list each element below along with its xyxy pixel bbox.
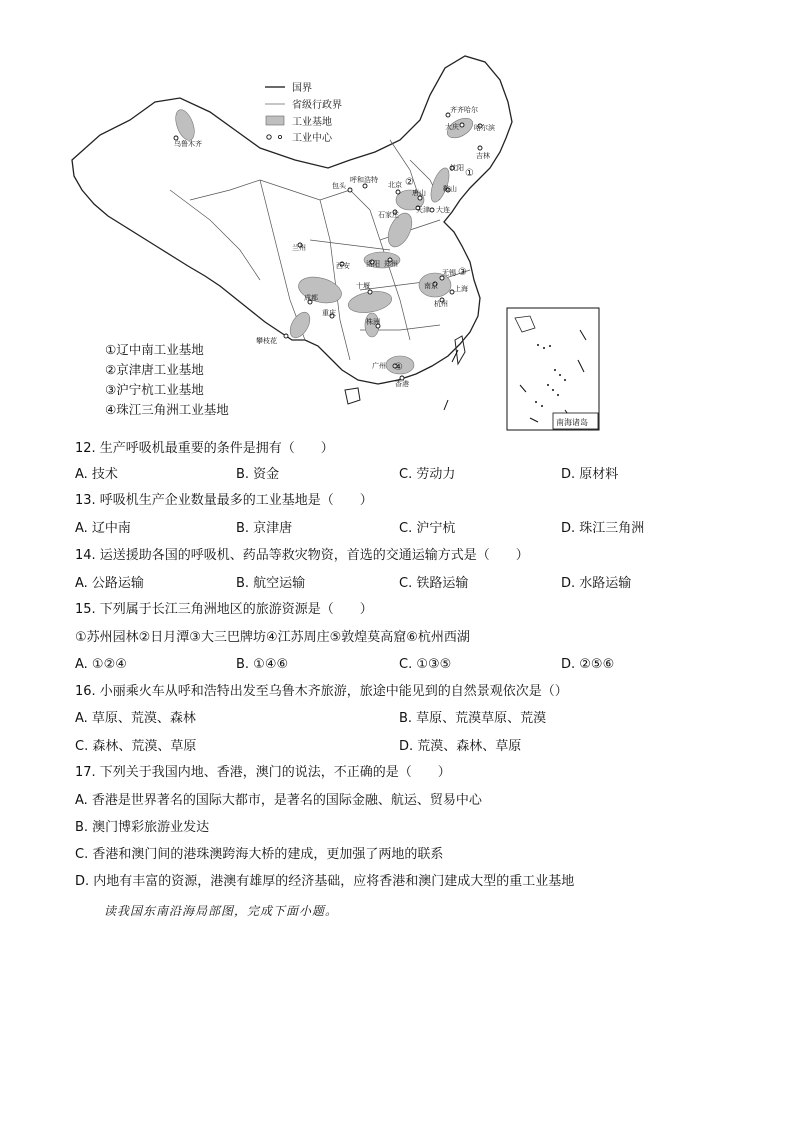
marker-3: ③	[458, 267, 467, 278]
city-label: 齐齐哈尔	[450, 106, 478, 114]
sea-border-dashes	[444, 350, 458, 410]
marker-2: ②	[405, 177, 414, 188]
city-label: 南京	[424, 282, 438, 290]
city-label: 成都	[304, 294, 318, 302]
option[interactable]: B. 资金	[236, 467, 280, 482]
city-label: 无锡	[442, 269, 456, 277]
inset-label: 南海诸岛	[556, 418, 588, 427]
option[interactable]: D. 水路运输	[561, 576, 632, 591]
base-item: ①辽中南工业基地	[105, 342, 204, 357]
question-15-items: ①苏州园林②日月潭③大三巴牌坊④江苏周庄⑤敦煌莫高窟⑥杭州西湖	[75, 630, 470, 645]
city-label: 北京	[388, 181, 402, 189]
option[interactable]: D. 内地有丰富的资源，港澳有雄厚的经济基础，应将香港和澳门建成大型的重工业基地	[75, 874, 575, 889]
option[interactable]: A. 公路运输	[75, 576, 144, 591]
option[interactable]: C. 香港和澳门间的港珠澳跨海大桥的建成，更加强了两地的联系	[75, 847, 444, 862]
city-label: 石家庄	[378, 211, 399, 219]
option[interactable]: B. 京津唐	[236, 521, 293, 536]
map-legend	[265, 82, 342, 144]
option[interactable]: A. 技术	[75, 467, 118, 482]
city-label: 重庆	[322, 309, 336, 317]
city-label: 十堰	[356, 282, 370, 290]
option[interactable]: D. 原材料	[561, 467, 619, 482]
option[interactable]: B. 澳门博彩旅游业发达	[75, 820, 210, 835]
provincial-borders	[170, 140, 470, 360]
city-label: 株洲	[366, 318, 380, 326]
marker-4: ④	[394, 362, 403, 373]
hainan-island	[345, 388, 360, 404]
city-label: 大庆	[445, 123, 459, 131]
option[interactable]: B. 草原、荒漠草原、荒漠	[399, 711, 547, 726]
city-label: 杭州	[434, 300, 448, 308]
city-label: 攀枝花	[256, 337, 277, 345]
industrial-base-list	[105, 340, 229, 420]
city-label: 天津	[416, 206, 430, 214]
city-label: 西安	[336, 262, 350, 270]
city-label: 哈尔滨	[474, 124, 495, 132]
city-label: 上海	[454, 285, 468, 293]
city-label: 乌鲁木齐	[174, 140, 202, 148]
city-label: 香港	[395, 380, 409, 388]
option[interactable]: D. 珠江三角洲	[561, 521, 645, 536]
option[interactable]: C. 铁路运输	[399, 576, 469, 591]
city-label: 大连	[436, 206, 450, 214]
marker-1: ①	[465, 168, 474, 179]
question-14-stem: 14. 运送援助各国的呼吸机、药品等救灾物资，首选的交通运输方式是（ ）	[75, 548, 529, 563]
base-item: ④珠江三角洲工业基地	[105, 402, 229, 417]
option[interactable]: D. 荒漠、森林、草原	[399, 739, 522, 754]
option[interactable]: C. ①③⑤	[399, 657, 452, 672]
question-16-stem: 16. 小丽乘火车从呼和浩特出发至乌鲁木齐旅游，旅途中能见到的自然景观依次是（）	[75, 684, 568, 699]
option[interactable]: C. 森林、荒漠、草原	[75, 739, 197, 754]
city-label: 郑州	[384, 260, 398, 268]
option[interactable]: A. 辽中南	[75, 521, 131, 536]
legend-border: 国界	[292, 83, 312, 94]
next-section-intro: 读我国东南沿海局部图，完成下面小题。	[104, 904, 339, 918]
city-label: 包头	[332, 182, 346, 190]
option[interactable]: A. ①②④	[75, 657, 127, 672]
city-label: 兰州	[292, 244, 306, 252]
south-china-sea-inset	[507, 308, 599, 430]
industrial-bases	[172, 107, 476, 374]
option[interactable]: C. 劳动力	[399, 467, 456, 482]
option[interactable]: D. ②⑤⑥	[561, 657, 615, 672]
option[interactable]: A. 草原、荒漠、森林	[75, 711, 196, 726]
city-label: 唐山	[412, 189, 426, 197]
legend-base: 工业基地	[292, 117, 332, 128]
city-label: 广州	[372, 362, 386, 370]
legend-provincial: 省级行政界	[292, 100, 342, 111]
city-label: 呼和浩特	[350, 176, 378, 184]
question-15-stem: 15. 下列属于长江三角洲地区的旅游资源是（ ）	[75, 602, 373, 617]
question-17-stem: 17. 下列关于我国内地、香港，澳门的说法，不正确的是（ ）	[75, 765, 451, 780]
city-label: 沈阳	[450, 164, 464, 172]
option[interactable]: C. 沪宁杭	[399, 521, 456, 536]
city-label: 洛阳	[366, 260, 380, 268]
city-label: 吉林	[476, 152, 490, 160]
base-item: ③沪宁杭工业基地	[105, 382, 204, 397]
question-13-stem: 13. 呼吸机生产企业数量最多的工业基地是（ ）	[75, 493, 373, 508]
option[interactable]: A. 香港是世界著名的国际大都市，是著名的国际金融、航运、贸易中心	[75, 793, 482, 808]
option[interactable]: B. ①④⑥	[236, 657, 289, 672]
city-label: 鞍山	[443, 185, 457, 193]
base-item: ②京津唐工业基地	[105, 362, 204, 377]
legend-center: 工业中心	[292, 133, 332, 144]
question-12-stem: 12. 生产呼吸机最重要的条件是拥有（ ）	[75, 441, 334, 456]
option[interactable]: B. 航空运输	[236, 576, 306, 591]
